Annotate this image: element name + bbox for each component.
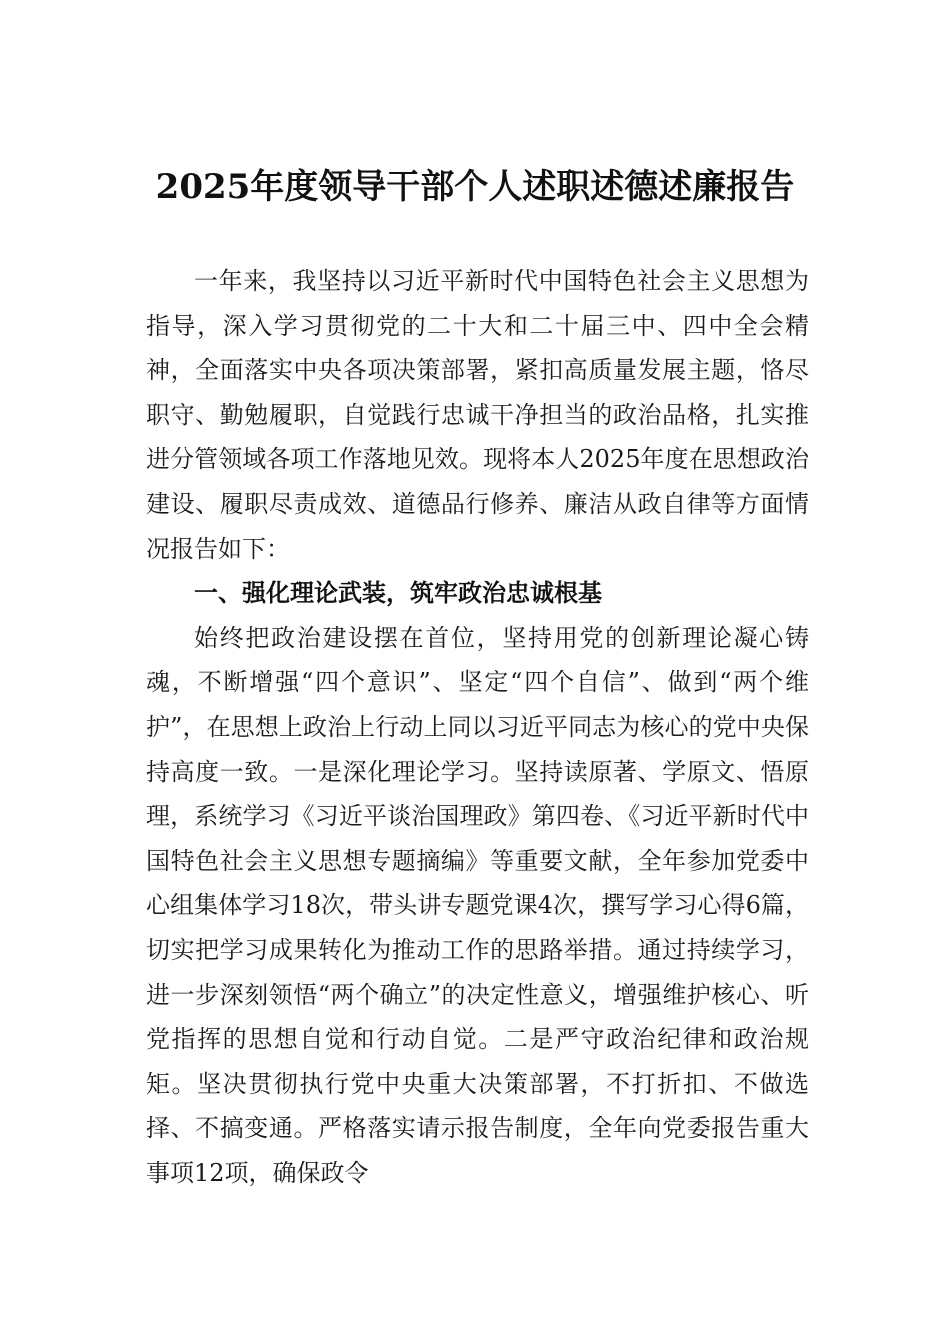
section-1-heading: 一、强化理论武装，筑牢政治忠诚根基 <box>194 579 602 608</box>
intro-paragraph: 一年来，我坚持以习近平新时代中国特色社会主义思想为指导，深入学习贯彻党的二十大和二十届三中、四中全会精神，全面落实中央各项决策部署，紧扣高质量发展主题，恪尽职守、勤勉履职，自觉践行忠诚干净担当的政治品格，扎实推进分管领域各项工作落地见效。现将本人2025年度在思想政治建设、履职尽责成效、道德品行修养、廉洁从政自律等方面情况报告如下： <box>146 267 809 563</box>
document-title: 2025年度领导干部个人述职述德述廉报告 <box>155 167 795 207</box>
section-1-paragraph: 始终把政治建设摆在首位，坚持用党的创新理论凝心铸魂，不断增强“四个意识”、坚定“四个自信”、做到“两个维护”，在思想上政治上行动上同以习近平同志为核心的党中央保持高度一致。一是深化理论学习。坚持读原著、学原文、悟原理，系统学习《习近平谈治国理政》第四卷、《习近平新时代中国特色社会主义思想专题摘编》等重要文献，全年参加党委中心组集体学习18次，带头讲专题党课4次，撰写学习心得6篇，切实把学习成果转化为推动工作的思路举措。通过持续学习，进一步深刻领悟“两个确立”的决定性意义，增强维护核心、听党指挥的思想自觉和行动自觉。二是严守政治纪律和政治规矩。坚决贯彻执行党中央重大决策部署，不打折扣、不做选择、不搞变通。严格落实请示报告制度，全年向党委报告重大事项12项，确保政令 <box>146 623 809 1187</box>
document-body <box>146 259 809 1195</box>
